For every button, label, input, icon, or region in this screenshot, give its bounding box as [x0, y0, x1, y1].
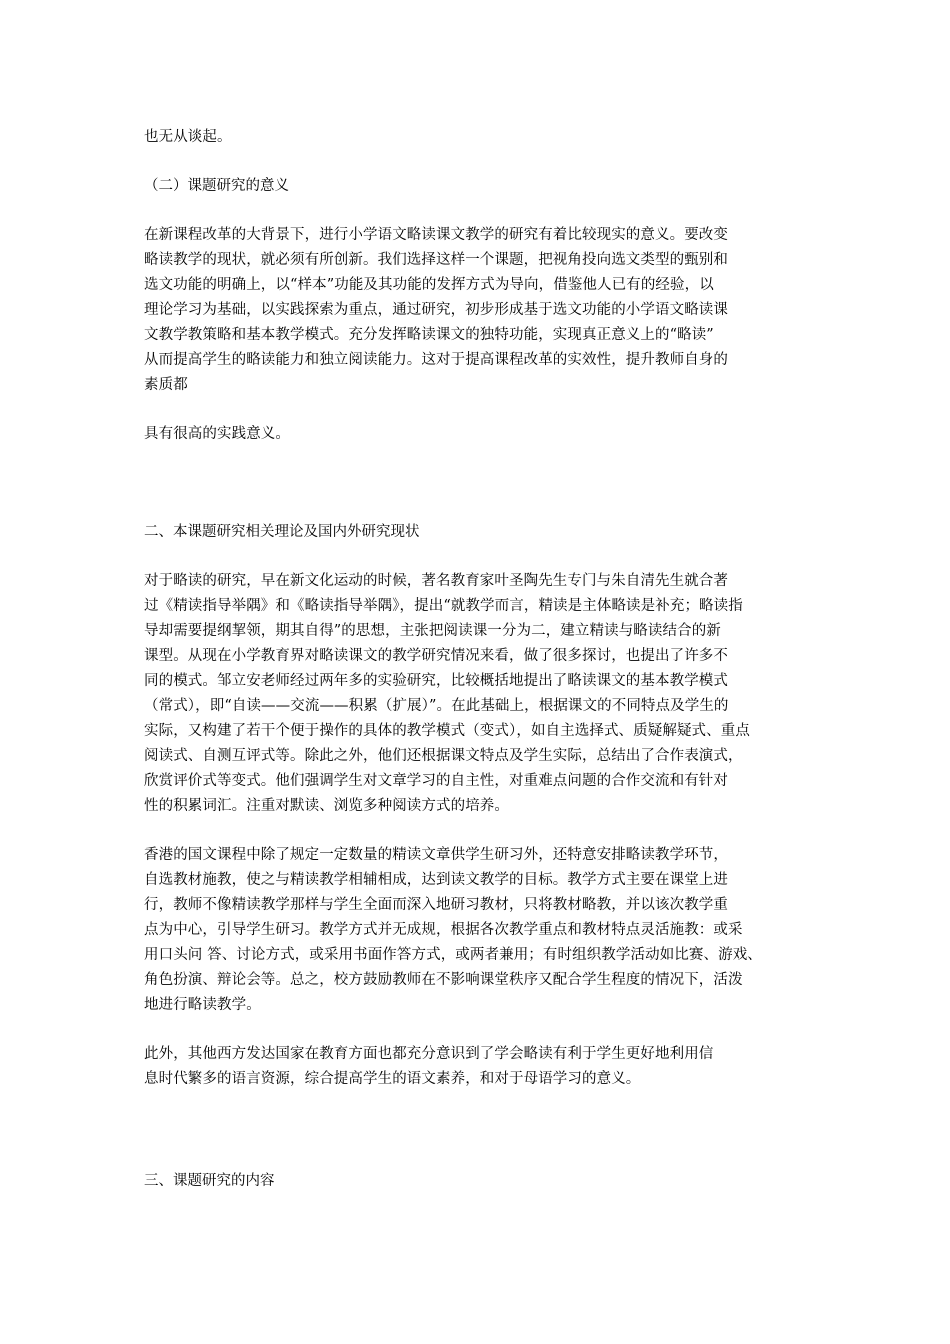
paragraph-line: 导却需要提纲挈领，期其自得”的思想，主张把阅读课一分为二，建立精读与略读结合的新 [144, 623, 721, 639]
paragraph-line: 用口头问 答、讨论方式，或采用书面作答方式，或两者兼用；有时组织教学活动如比赛、游戏、 [144, 947, 762, 963]
paragraph-line: 实际，又构建了若干个便于操作的具体的教学模式（变式），如自主选择式、质疑解疑式、重点 [144, 723, 750, 739]
paragraph-line: 行，教师不像精读教学那样与学生全面而深入地研习教材，只将教材略教，并以该次教学重 [144, 897, 728, 913]
paragraph-line: 欣赏评价式等变式。他们强调学生对文章学习的自主性，对重难点问题的合作交流和有针对 [144, 773, 728, 789]
heading-two: 二、本课题研究相关理论及国内外研究现状 [144, 524, 420, 540]
paragraph-line: 息时代繁多的语言资源，综合提高学生的语文素养，和对于母语学习的意义。 [144, 1071, 641, 1087]
paragraph-line: 点为中心，引导学生研习。教学方式并无成规，根据各次教学重点和教材特点灵活施教：或采 [144, 922, 743, 938]
paragraph-line: 素质都 [144, 377, 188, 393]
paragraph-line: 香港的国文课程中除了规定一定数量的精读文章供学生研习外，还特意安排略读教学环节， [144, 847, 728, 863]
paragraph-line: 略读教学的现状，就必须有所创新。我们选择这样一个课题，把视角投向选文类型的甄别和 [144, 252, 728, 268]
paragraph-tail: 具有很高的实践意义。 [144, 426, 290, 442]
heading-three: 三、课题研究的内容 [144, 1173, 275, 1189]
paragraph-line: 对于略读的研究，早在新文化运动的时候，著名教育家叶圣陶先生专门与朱自清先生就合著 [144, 573, 728, 589]
paragraph-line: 同的模式。邹立安老师经过两年多的实验研究，比较概括地提出了略读课文的基本教学模式 [144, 673, 728, 689]
paragraph-line: 课型。从现在小学教育界对略读课文的教学研究情况来看，做了很多探讨，也提出了许多不 [144, 648, 728, 664]
paragraph-line: 自选教材施教，使之与精读教学相辅相成，达到读文教学的目标。教学方式主要在课堂上进 [144, 872, 728, 888]
paragraph-line: 在新课程改革的大背景下，进行小学语文略读课文教学的研究有着比较现实的意义。要改变 [144, 227, 728, 243]
paragraph-line: （常式），即“自读——交流——积累（扩展）”。在此基础上，根据课文的不同特点及学生的 [144, 698, 729, 714]
paragraph-line: 从而提高学生的略读能力和独立阅读能力。这对于提高课程改革的实效性，提升教师自身的 [144, 352, 728, 368]
paragraph-line: 阅读式、自测互评式等。除此之外，他们还根据课文特点及学生实际，总结出了合作表演式， [144, 748, 743, 764]
section-title-significance: （二）课题研究的意义 [144, 178, 289, 194]
continuation-text: 也无从谈起。 [144, 129, 232, 145]
paragraph-line: 角色扮演、辩论会等。总之，校方鼓励教师在不影响课堂秩序又配合学生程度的情况下，活泼 [144, 972, 743, 988]
paragraph-line: 文教学教策略和基本教学模式。充分发挥略读课文的独特功能，实现真正意义上的“略读” [144, 327, 714, 343]
paragraph-line: 地进行略读教学。 [144, 997, 261, 1013]
paragraph-line: 此外，其他西方发达国家在教育方面也都充分意识到了学会略读有利于学生更好地利用信 [144, 1046, 714, 1062]
paragraph-line: 过《精读指导举隅》和《略读指导举隅》，提出“就教学而言，精读是主体略读是补充；略读指 [144, 598, 743, 614]
paragraph-line: 性的积累词汇。注重对默读、浏览多种阅读方式的培养。 [144, 798, 509, 814]
paragraph-line: 理论学习为基础，以实践探索为重点，通过研究，初步形成基于选文功能的小学语文略读课 [144, 302, 728, 318]
paragraph-line: 选文功能的明确上，以“样本”功能及其功能的发挥方式为导向，借鉴他人已有的经验，以 [144, 277, 714, 293]
